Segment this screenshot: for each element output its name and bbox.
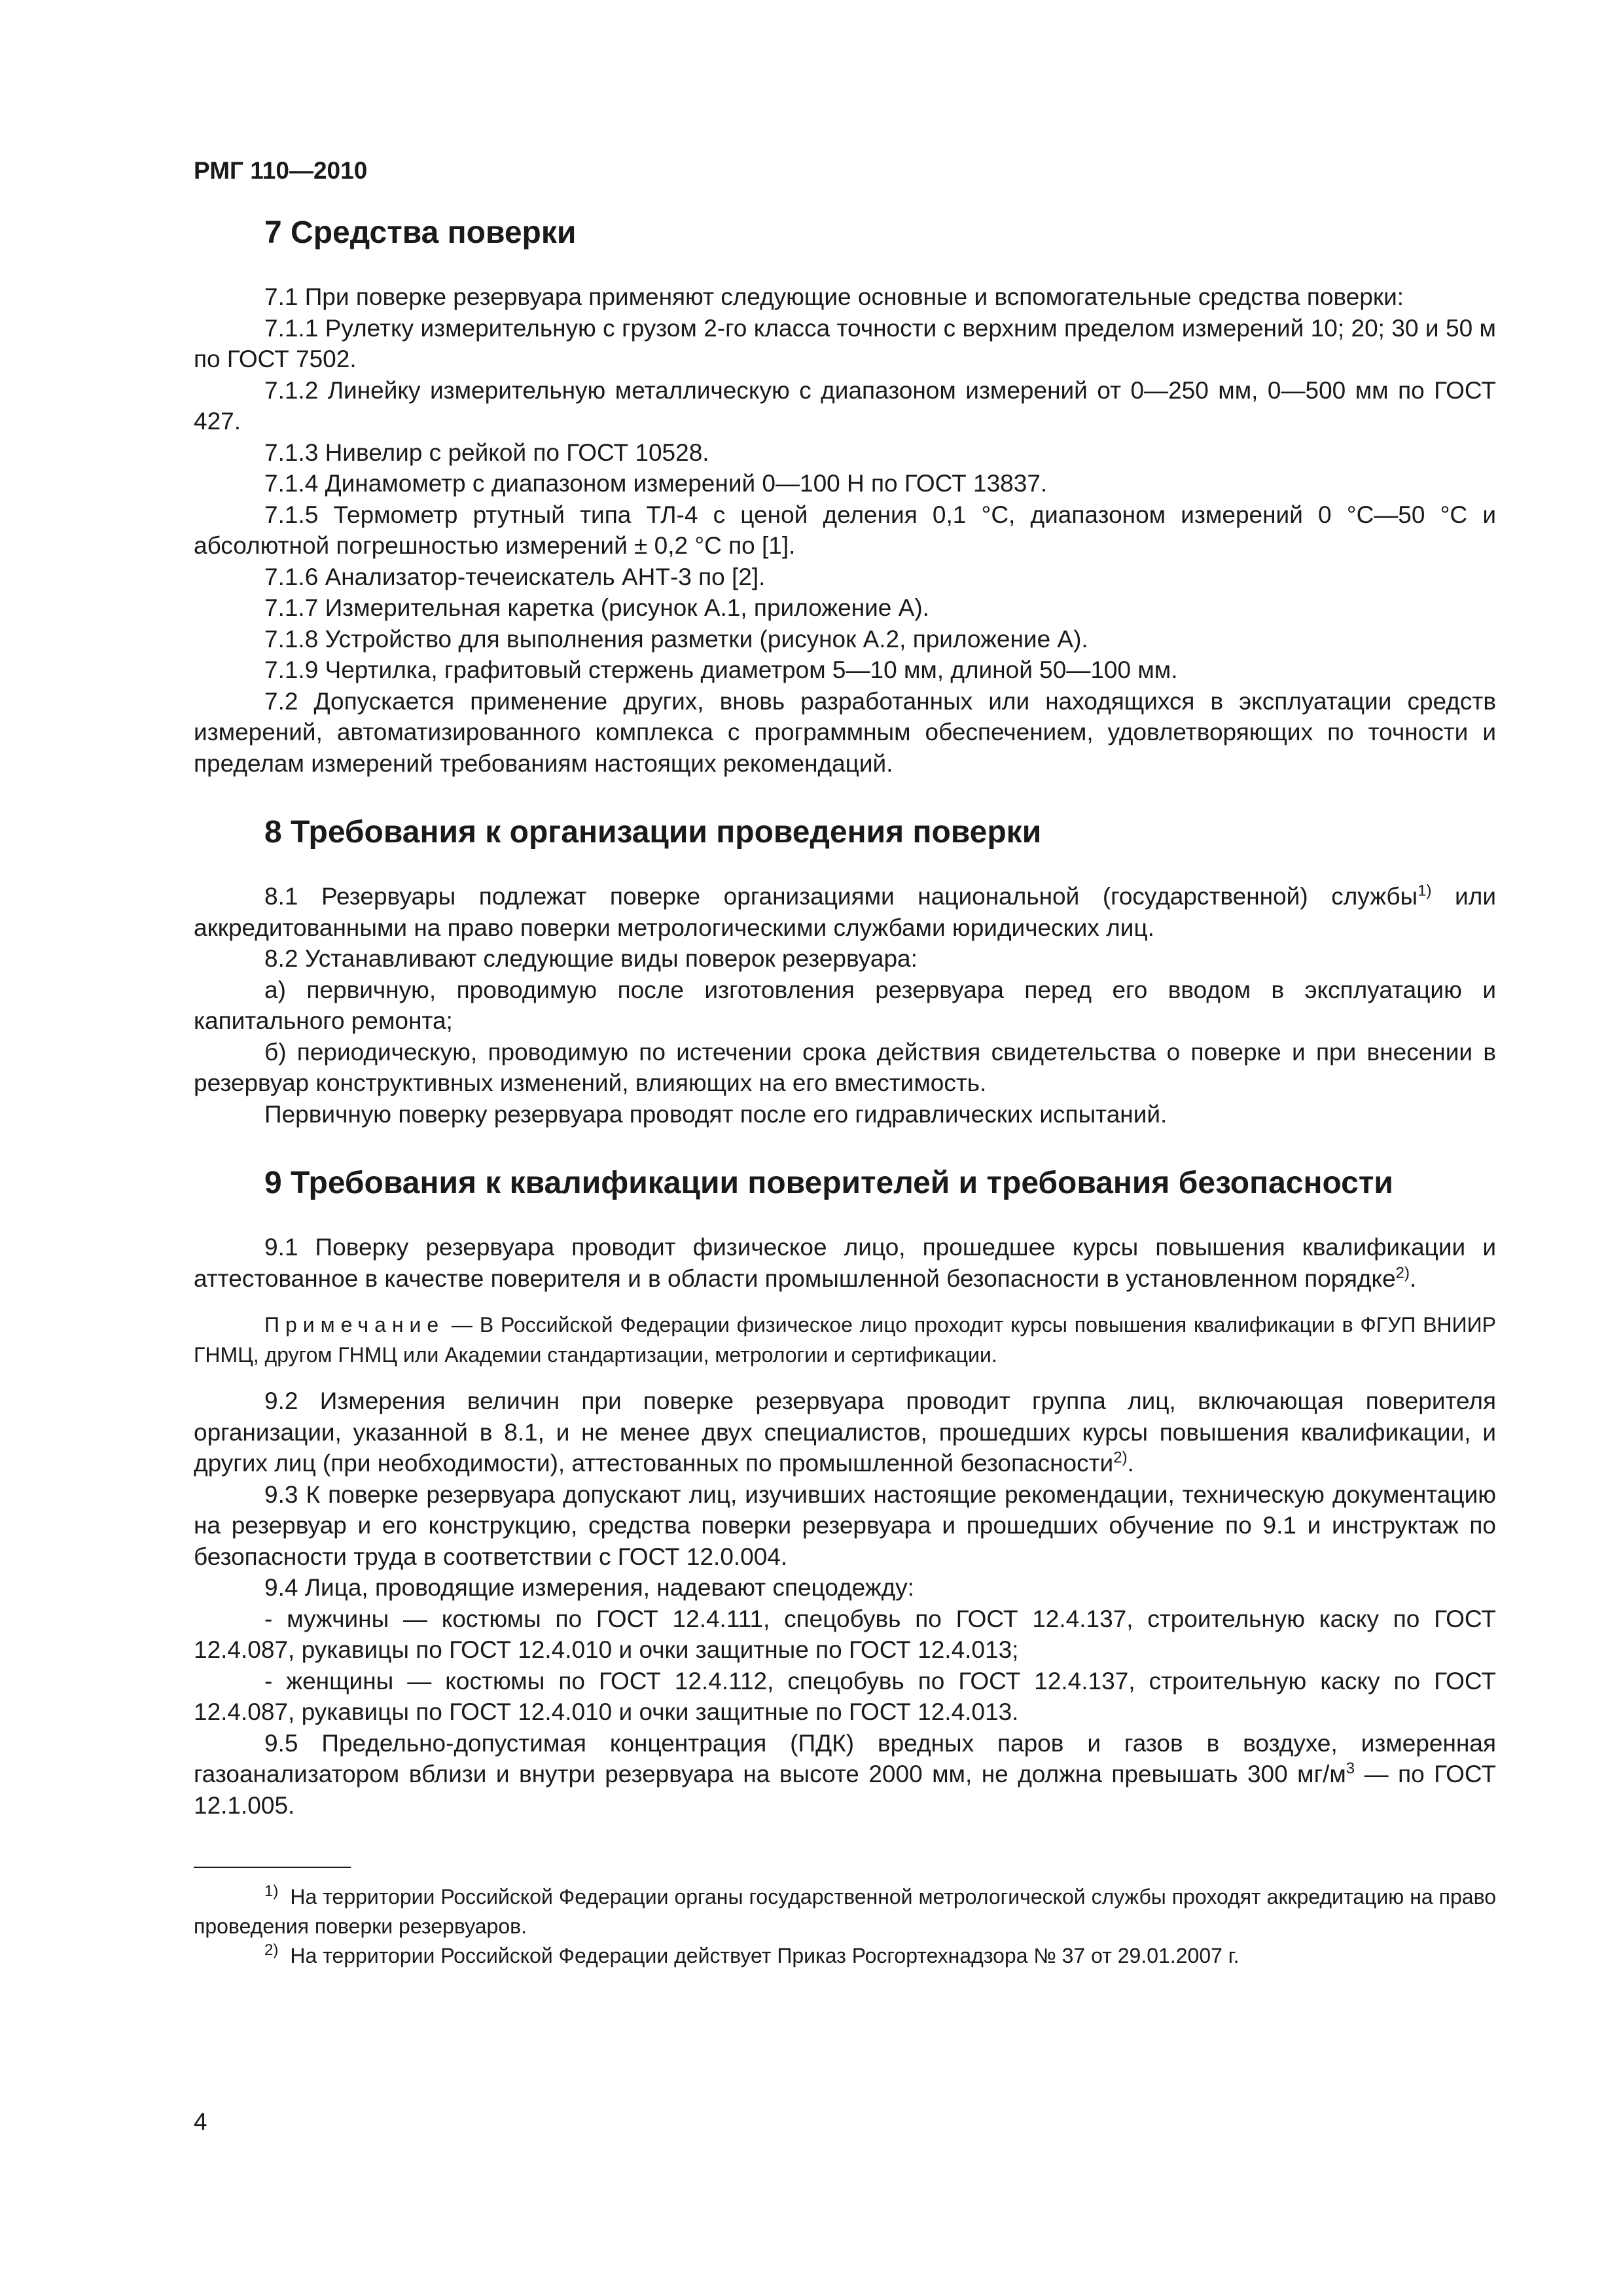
paragraph-9-2 bbox=[194, 1386, 1496, 1479]
paragraph-9-1-text: 9.1 Поверку резервуара проводит физическое лицо, прошедшее курсы повышения квалификации и аттестованное в качестве поверителя и в области промышленной безопасности в установленном порядке bbox=[194, 1234, 1496, 1292]
paragraph-8-1 bbox=[194, 881, 1496, 943]
paragraph-7-1-2: 7.1.2 Линейку измерительную металлическую с диапазоном измерений от 0—250 мм, 0—500 мм по ГОСТ 427. bbox=[194, 376, 1496, 435]
footnote-1-mark: 1) bbox=[264, 1882, 279, 1901]
paragraph-8-primary: Первичную поверку резервуара проводят после его гидравлических испытаний. bbox=[264, 1100, 1168, 1128]
paragraph-9-2-text-cont: . bbox=[1127, 1450, 1134, 1477]
paragraph-9-3: 9.3 К поверке резервуара допускают лиц, изучивших настоящие рекомендации, техническую документацию на резервуар и его конструкцию, средства поверки резервуара и прошедших обучение по 9.1 и инструктаж по безопасности труда в соответствии с ГОСТ 12.0.004. bbox=[194, 1480, 1496, 1570]
paragraph-8-2-a: а) первичную, проводимую после изготовления резервуара перед его вводом в эксплуатацию и капитального ремонта; bbox=[194, 976, 1496, 1034]
paragraph-7-1-4: 7.1.4 Динамометр с диапазоном измерений 0—100 Н по ГОСТ 13837. bbox=[264, 470, 1048, 497]
paragraph-7-1-8: 7.1.8 Устройство для выполнения разметки (рисунок А.2, приложение А). bbox=[264, 625, 1088, 653]
paragraph-9-2-text: 9.2 Измерения величин при поверке резервуара проводит группа лиц, включающая поверителя организации, указанной в 8.1, и не менее двух специалистов, прошедших курсы повышения квалификации, и других лиц (при необходимости), аттестованных по промышленной безопасности bbox=[194, 1388, 1496, 1477]
paragraph-7-1: 7.1 При поверке резервуара применяют следующие основные и вспомогательные средства поверки: bbox=[264, 283, 1404, 310]
footnote-2-mark: 2) bbox=[264, 1941, 279, 1960]
section-8-body bbox=[194, 881, 1496, 1130]
paragraph-7-1-1: 7.1.1 Рулетку измерительную с грузом 2-го класса точности с верхним пределом измерений 10; 20; 30 и 50 м по ГОСТ 7502. bbox=[194, 314, 1496, 372]
footnote-ref-2b: 2) bbox=[1113, 1448, 1128, 1467]
section-7-body bbox=[194, 281, 1496, 779]
paragraph-7-1-6: 7.1.6 Анализатор-течеискатель АНТ-3 по [2]. bbox=[264, 563, 766, 590]
paragraph-8-1-text: 8.1 Резервуары подлежат поверке организациями национальной (государственной) службы bbox=[264, 883, 1418, 910]
paragraph-7-2: 7.2 Допускается применение других, вновь разработанных или находящихся в эксплуатации средств измерений, автоматизированного комплекса с программным обеспечением, удовлетворяющих по точности и пределам измерений требованиям настоящих рекомендаций. bbox=[194, 687, 1496, 777]
paragraph-9-5 bbox=[194, 1728, 1496, 1821]
footnote-1 bbox=[194, 1882, 1496, 1941]
paragraph-7-1-5: 7.1.5 Термометр ртутный типа ТЛ-4 с ценой деления 0,1 °С, диапазоном измерений 0 °С—50 °С и абсолютной погрешностью измерений ± 0,2 °С по [1]. bbox=[194, 501, 1496, 559]
footnote-ref-1: 1) bbox=[1418, 882, 1432, 900]
document-code: РМГ 110—2010 bbox=[194, 157, 368, 184]
paragraph-9-1-text-cont: . bbox=[1410, 1265, 1417, 1292]
footnote-2 bbox=[194, 1941, 1496, 1971]
paragraph-8-2: 8.2 Устанавливают следующие виды поверок резервуара: bbox=[264, 945, 918, 972]
page-number: 4 bbox=[194, 2108, 207, 2135]
note-label: Примечание bbox=[264, 1313, 445, 1336]
paragraph-7-1-7: 7.1.7 Измерительная каретка (рисунок А.1, приложение А). bbox=[264, 594, 929, 621]
paragraph-7-1-3: 7.1.3 Нивелир с рейкой по ГОСТ 10528. bbox=[264, 439, 709, 466]
section-7-title: 7 Средства поверки bbox=[264, 215, 577, 250]
paragraph-9-5-text-cont: — по ГОСТ 12.1.005. bbox=[194, 1761, 1496, 1819]
paragraph-7-1-9: 7.1.9 Чертилка, графитовый стержень диаметром 5—10 мм, длиной 50—100 мм. bbox=[264, 656, 1178, 683]
note-text: — В Российской Федерации физическое лицо проходит курсы повышения квалификации в ФГУП ВНИИР ГНМЦ, другом ГНМЦ или Академии стандартизации, метрологии и сертификации. bbox=[194, 1313, 1496, 1367]
section-9-title: 9 Требования к квалификации поверителей и требования безопасности bbox=[264, 1166, 1393, 1200]
paragraph-8-1-text-cont: или аккредитованными на право поверки метрологическими службами юридических лиц. bbox=[194, 883, 1496, 941]
footnote-1-text: На территории Российской Федерации органы государственной метрологической службы проходят аккредитацию на право проведения поверки резервуаров. bbox=[194, 1885, 1496, 1938]
footnote-separator bbox=[194, 1867, 351, 1868]
section-8-title: 8 Требования к организации проведения поверки bbox=[264, 815, 1042, 850]
note bbox=[194, 1310, 1496, 1370]
paragraph-9-4-women: - женщины — костюмы по ГОСТ 12.4.112, спецобувь по ГОСТ 12.4.137, строительную каску по ГОСТ 12.4.087, рукавицы по ГОСТ 12.4.010 и очки защитные по ГОСТ 12.4.013. bbox=[194, 1667, 1496, 1725]
paragraph-8-2-b: б) периодическую, проводимую по истечении срока действия свидетельства о поверке и при внесении в резервуар конструктивных изменений, влияющих на его вместимость. bbox=[194, 1038, 1496, 1096]
footnote-2-text: На территории Российской Федерации действует Приказ Росгортехнадзора № 37 от 29.01.2007 г. bbox=[290, 1944, 1240, 1967]
section-9-body bbox=[194, 1232, 1496, 1821]
paragraph-9-4: 9.4 Лица, проводящие измерения, надевают спецодежду: bbox=[264, 1574, 914, 1601]
paragraph-9-5-text: 9.5 Предельно-допустимая концентрация (ПДК) вредных паров и газов в воздухе, измеренная газоанализатором вблизи и внутри резервуара на высоте 2000 мм, не должна превышать 300 мг/м bbox=[194, 1729, 1496, 1787]
superscript-3: 3 bbox=[1346, 1759, 1355, 1778]
paragraph-9-4-men: - мужчины — костюмы по ГОСТ 12.4.111, спецобувь по ГОСТ 12.4.137, строительную каску по ГОСТ 12.4.087, рукавицы по ГОСТ 12.4.010 и очки защитные по ГОСТ 12.4.013; bbox=[194, 1605, 1496, 1663]
document-page bbox=[194, 154, 1496, 1971]
paragraph-9-1 bbox=[194, 1232, 1496, 1294]
footnote-ref-2: 2) bbox=[1395, 1264, 1410, 1282]
